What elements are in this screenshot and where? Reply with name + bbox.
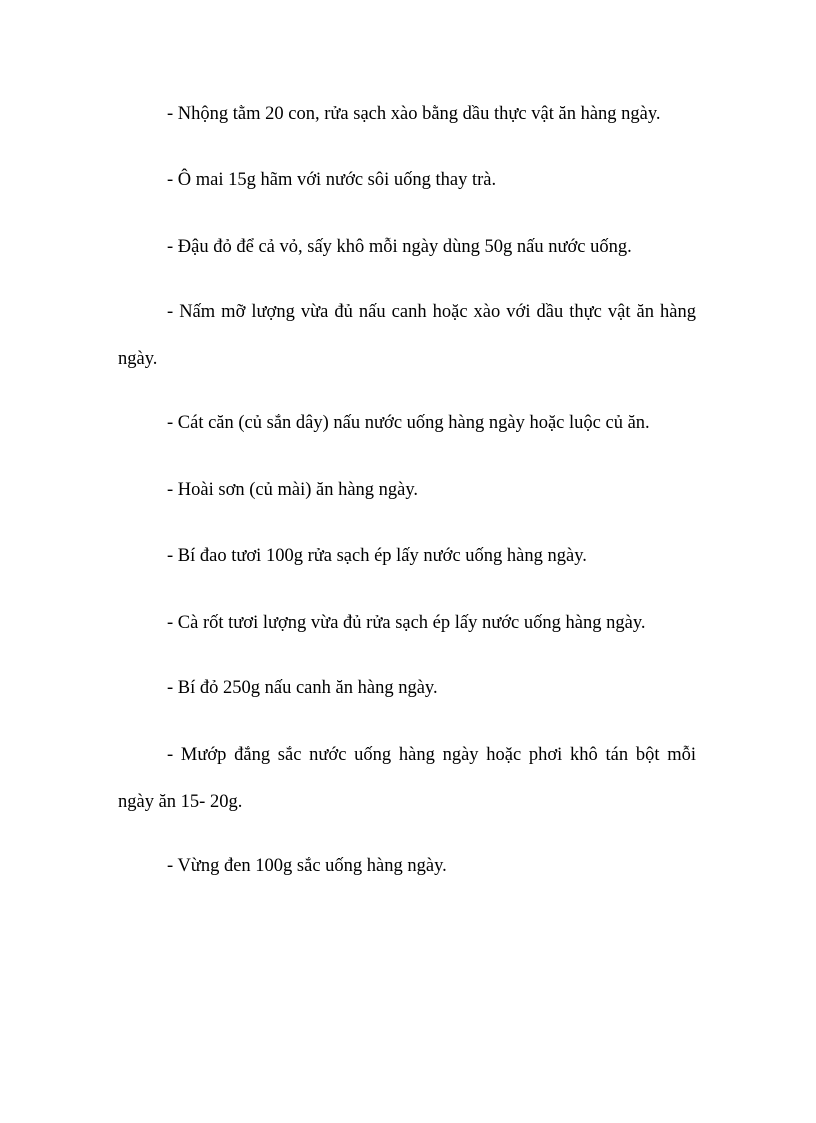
paragraph-2: - Ô mai 15g hãm với nước sôi uống thay trà. [167,170,497,190]
paragraph-3: - Đậu đỏ để cả vỏ, sấy khô mỗi ngày dùng 50g nấu nước uống. [167,237,632,257]
paragraph-4: - Nấm mỡ lượng vừa đủ nấu canh hoặc xào với dầu thực vật ăn hàng ngày. [118,302,696,369]
paragraph-10: - Mướp đắng sắc nước uống hàng ngày hoặc phơi khô tán bột mỗi ngày ăn 15- 20g. [118,745,696,812]
paragraph-6: - Hoài sơn (củ mài) ăn hàng ngày. [167,480,419,500]
paragraph-1: - Nhộng tằm 20 con, rửa sạch xào bằng dầu thực vật ăn hàng ngày. [167,104,661,124]
paragraph-5: - Cát căn (củ sắn dây) nấu nước uống hàng ngày hoặc luộc củ ăn. [167,413,650,433]
paragraph-8: - Cà rốt tươi lượng vừa đủ rửa sạch ép lấy nước uống hàng ngày. [167,613,646,633]
paragraph-9: - Bí đỏ 250g nấu canh ăn hàng ngày. [167,678,438,698]
paragraph-7: - Bí đao tươi 100g rửa sạch ép lấy nước uống hàng ngày. [167,546,587,566]
paragraph-11: - Vừng đen 100g sắc uống hàng ngày. [167,856,447,876]
